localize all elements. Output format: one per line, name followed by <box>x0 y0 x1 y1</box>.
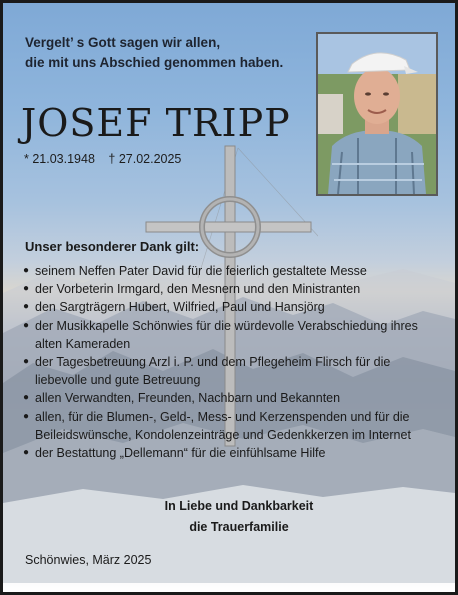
list-item: ● allen Verwandten, Freunden, Nachbarn und Bekannten <box>23 389 443 407</box>
closing-line-1: In Liebe und Dankbarkeit <box>164 499 314 513</box>
list-item: ● der Vorbeterin Irmgard, den Mesnern und den Ministranten <box>23 280 443 298</box>
intro-text <box>25 33 295 73</box>
thanks-heading: Unser besonderer Dank gilt: <box>25 239 200 254</box>
place-date: Schönwies, März 2025 <box>25 553 152 567</box>
list-item: ● seinem Neffen Pater David für die feierlich gestaltete Messe <box>23 262 443 280</box>
deceased-name: JOSEF TRIPP <box>21 101 291 145</box>
list-item: ● der Bestattung „Dellemann“ für die einfühlsame Hilfe <box>23 444 443 462</box>
closing-line-2: die Trauerfamilie <box>189 520 289 534</box>
text-content <box>3 3 455 592</box>
list-item: ● den Sargträgern Hubert, Wilfried, Paul und Hansjörg <box>23 298 443 316</box>
list-item: ● allen, für die Blumen-, Geld-, Mess- und Kerzenspenden und für die Beileidswünsche, Kondolenzeinträge und Gedenkkerzen im Internet <box>23 408 443 444</box>
closing-text <box>3 496 455 538</box>
death-date: † 27.02.2025 <box>108 152 182 166</box>
birth-date: * 21.03.1948 <box>24 152 95 166</box>
intro-line-1: Vergelt’ s Gott sagen wir allen, <box>25 35 221 50</box>
thanks-list <box>23 262 443 462</box>
list-item: ● der Musikkapelle Schönwies für die würdevolle Verabschiedung ihres alten Kameraden <box>23 317 443 353</box>
list-item: ● der Tagesbetreuung Arzl i. P. und dem Pflegeheim Flirsch für die liebevolle und gute Betreuung <box>23 353 443 389</box>
intro-line-2: die mit uns Abschied genommen haben. <box>25 55 284 70</box>
life-dates <box>24 152 191 166</box>
